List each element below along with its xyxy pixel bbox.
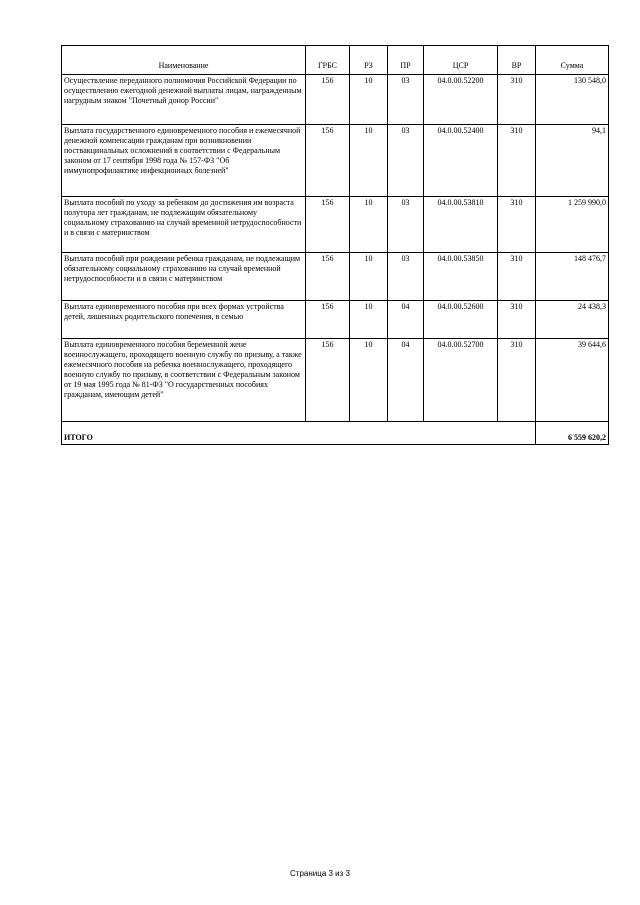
row-vr: 310 — [498, 197, 536, 253]
table-row — [62, 197, 609, 253]
row-grbs: 156 — [306, 253, 350, 301]
row-name: Выплата пособий при рождении ребенка гражданам, не подлежащим обязательному социальному страхованию на случай временной нетрудоспособности и в связи с материнством — [62, 253, 306, 301]
row-pr: 03 — [388, 253, 424, 301]
row-grbs: 156 — [306, 197, 350, 253]
header-pr: ПР — [388, 46, 424, 75]
row-sum: 1 259 990,0 — [536, 197, 609, 253]
row-name: Выплата государственного единовременного пособия и ежемесячной денежной компенсации гражданам при возникновении поствакцинальных осложнений в соответствии с Федеральным законом от 17 сентября 1998 года № 157-ФЗ "Об иммунопрофилактике инфекционных болезней" — [62, 125, 306, 197]
row-csr: 04.0.00.53810 — [424, 197, 498, 253]
row-name: Выплата единовременного пособия беременной жене военнослужащего, проходящего военную службу по призыву, а также ежемесячного пособия на ребенка военнослужащего, проходящего военную службу по призыву, в соответствии с Федеральным законом от 19 мая 1995 года № 81-ФЗ "О государственных пособиях гражданам, имеющим детей" — [62, 339, 306, 422]
row-rz: 10 — [350, 125, 388, 197]
header-grbs: ГРБС — [306, 46, 350, 75]
total-sum: 6 559 620,2 — [536, 422, 609, 445]
row-sum: 94,1 — [536, 125, 609, 197]
table-row — [62, 75, 609, 125]
page-footer: Страница 3 из 3 — [290, 869, 350, 878]
row-grbs: 156 — [306, 301, 350, 339]
row-rz: 10 — [350, 253, 388, 301]
row-csr: 04.0.00.52700 — [424, 339, 498, 422]
row-vr: 310 — [498, 339, 536, 422]
row-csr: 04.0.00.52400 — [424, 125, 498, 197]
row-csr: 04.0.00.53850 — [424, 253, 498, 301]
row-name: Выплата единовременного пособия при всех формах устройства детей, лишенных родительского попечения, в семью — [62, 301, 306, 339]
row-rz: 10 — [350, 197, 388, 253]
header-csr: ЦСР — [424, 46, 498, 75]
row-grbs: 156 — [306, 339, 350, 422]
table-row — [62, 301, 609, 339]
row-pr: 03 — [388, 75, 424, 125]
header-rz: РЗ — [350, 46, 388, 75]
row-sum: 130 548,0 — [536, 75, 609, 125]
row-name: Осуществление переданного полномочия Российской Федерации по осуществлению ежегодной денежной выплаты лицам, награжденным нагрудным знаком "Почетный донор России" — [62, 75, 306, 125]
row-vr: 310 — [498, 253, 536, 301]
header-sum: Сумма — [536, 46, 609, 75]
budget-table — [61, 45, 609, 445]
total-row — [62, 422, 609, 445]
row-rz: 10 — [350, 75, 388, 125]
row-pr: 04 — [388, 339, 424, 422]
table-row — [62, 253, 609, 301]
total-label: ИТОГО — [62, 422, 536, 445]
row-vr: 310 — [498, 75, 536, 125]
row-pr: 04 — [388, 301, 424, 339]
table-row — [62, 339, 609, 422]
header-vr: ВР — [498, 46, 536, 75]
table-row — [62, 125, 609, 197]
header-name: Наименование — [62, 46, 306, 75]
row-sum: 24 438,3 — [536, 301, 609, 339]
table-header-row — [62, 46, 609, 75]
row-rz: 10 — [350, 339, 388, 422]
row-vr: 310 — [498, 125, 536, 197]
row-csr: 04.0.00.52200 — [424, 75, 498, 125]
row-name: Выплата пособий по уходу за ребенком до достижения им возраста полутора лет гражданам, не подлежащим обязательному социальному страхованию на случай временной нетрудоспособности и в связи с материнством — [62, 197, 306, 253]
row-pr: 03 — [388, 197, 424, 253]
row-rz: 10 — [350, 301, 388, 339]
row-vr: 310 — [498, 301, 536, 339]
row-grbs: 156 — [306, 125, 350, 197]
row-grbs: 156 — [306, 75, 350, 125]
row-pr: 03 — [388, 125, 424, 197]
row-sum: 148 476,7 — [536, 253, 609, 301]
row-sum: 39 644,6 — [536, 339, 609, 422]
row-csr: 04.0.00.52600 — [424, 301, 498, 339]
